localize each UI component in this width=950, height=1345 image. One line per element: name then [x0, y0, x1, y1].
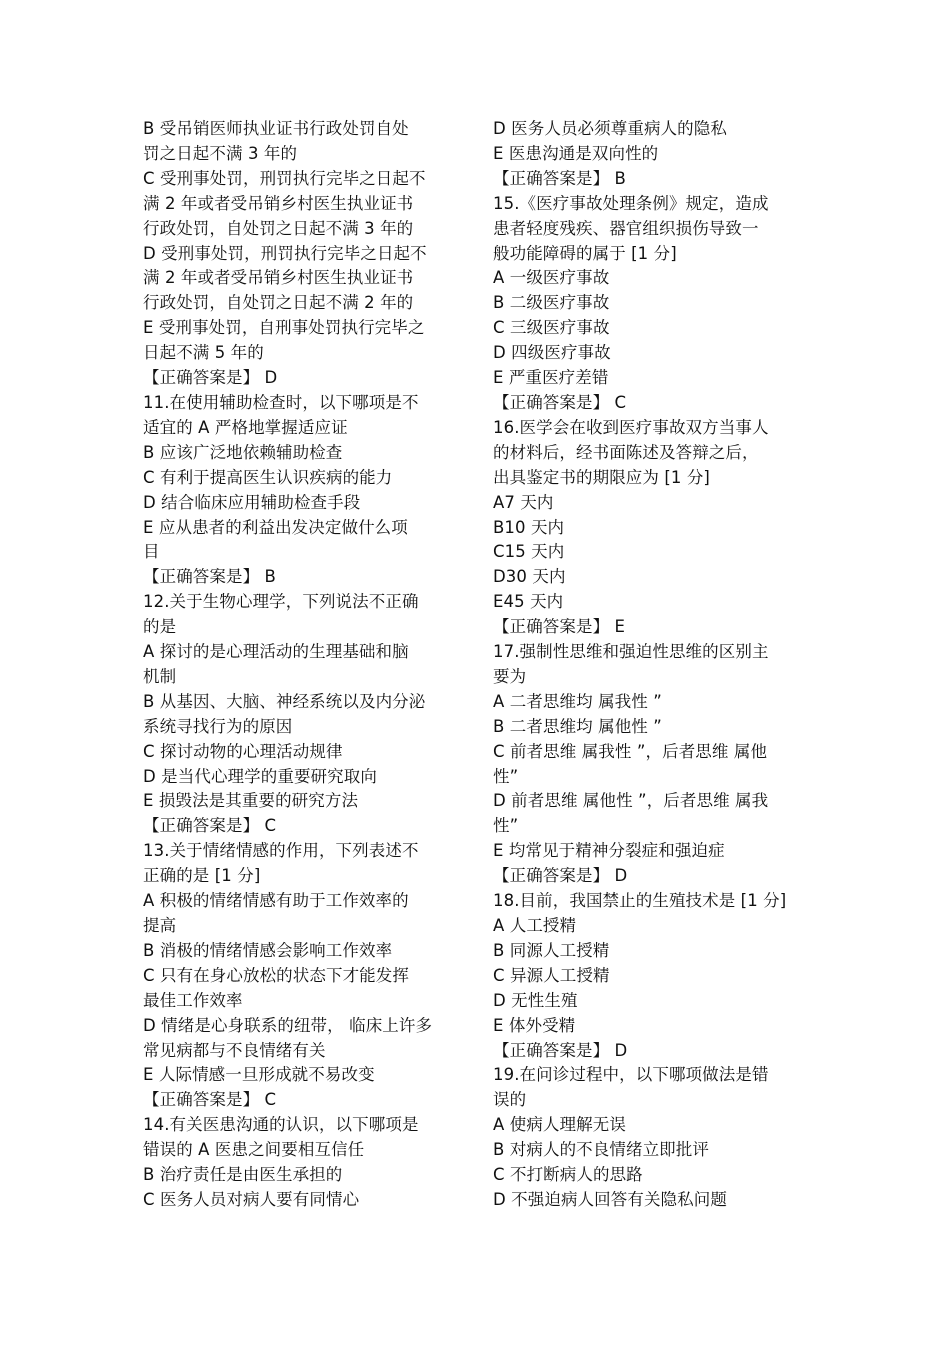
text-line: D 受刑事处罚，刑罚执行完毕之日起不 — [143, 243, 427, 263]
text-line: 提高 — [143, 916, 177, 935]
text-line: 误的 — [493, 1090, 527, 1110]
text-line: E 受刑事处罚，自刑事处罚执行完毕之 — [143, 318, 425, 338]
text-line: E 应从患者的利益出发决定做什么项 — [143, 517, 408, 537]
text-line: D 医务人员必须尊重病人的隐私 — [493, 119, 727, 138]
text-line: E45 天内 — [493, 592, 564, 612]
text-line: 【正确答案是】 B — [143, 567, 276, 587]
text-line: C 医务人员对病人要有同情心 — [143, 1189, 360, 1209]
text-line: D 前者思维 属他性 ”，后者思维 属我 — [493, 791, 769, 811]
text-line: B 二者思维均 属他性 ” — [493, 716, 662, 736]
text-line: B 二级医疗事故 — [493, 293, 610, 313]
text-line: 出具鉴定书的期限应为 [1 分] — [493, 467, 710, 487]
text-line: A 积极的情绪情感有助于工作效率的 — [143, 891, 409, 911]
text-line: 【正确答案是】 C — [493, 392, 627, 412]
text-line: E 人际情感一旦形成就不易改变 — [143, 1065, 375, 1085]
text-line: E 体外受精 — [493, 1015, 576, 1035]
text-line: A7 天内 — [493, 492, 554, 512]
text-line: 错误的 A 医患之间要相互信任 — [143, 1140, 365, 1160]
text-line: C 三级医疗事故 — [493, 318, 610, 338]
text-line: 性” — [493, 816, 519, 836]
text-line: 15.《医疗事故处理条例》规定，造成 — [493, 193, 769, 213]
text-line: C15 天内 — [493, 542, 565, 562]
text-line: 常见病都与不良情绪有关 — [143, 1040, 326, 1060]
text-line: 【正确答案是】 D — [493, 866, 628, 886]
text-line: B 同源人工授精 — [493, 940, 610, 960]
right-column — [493, 117, 813, 1213]
text-line: B 应该广泛地依赖辅助检查 — [143, 442, 343, 462]
text-line: B 治疗责任是由医生承担的 — [143, 1165, 343, 1185]
text-line: D 结合临床应用辅助检查手段 — [143, 492, 361, 512]
text-line: E 医患沟通是双向性的 — [493, 143, 659, 163]
text-line: 12.关于生物心理学，下列说法不正确 — [143, 592, 419, 612]
text-line: C 有利于提高医生认识疾病的能力 — [143, 467, 393, 487]
text-line: 满 2 年或者受吊销乡村医生执业证书 — [143, 193, 414, 213]
text-line: B 从基因、大脑、神经系统以及内分泌 — [143, 691, 426, 711]
text-line: 适宜的 A 严格地掌握适应证 — [143, 417, 348, 437]
text-line: 般功能障碍的属于 [1 分] — [493, 243, 677, 263]
text-line: 目 — [143, 542, 160, 562]
text-line: D 不强迫病人回答有关隐私问题 — [493, 1189, 727, 1209]
text-line: E 均常见于精神分裂症和强迫症 — [493, 841, 725, 861]
text-line: 的是 — [143, 617, 177, 637]
text-line: D 四级医疗事故 — [493, 343, 611, 363]
text-line: 11.在使用辅助检查时，以下哪项是不 — [143, 392, 419, 412]
text-line: B 受吊销医师执业证书行政处罚自处 — [143, 119, 409, 138]
text-line: 系统寻找行为的原因 — [143, 716, 293, 736]
text-line: C 异源人工授精 — [493, 965, 610, 985]
text-line: 最佳工作效率 — [143, 990, 243, 1010]
text-line: 16.医学会在收到医疗事故双方当事人 — [493, 417, 769, 437]
text-line: E 损毁法是其重要的研究方法 — [143, 791, 359, 811]
text-line: B10 天内 — [493, 517, 565, 537]
text-line: A 人工授精 — [493, 916, 577, 935]
text-line: 13.关于情绪情感的作用，下列表述不 — [143, 841, 419, 861]
text-line: 行政处罚，自处罚之日起不满 3 年的 — [143, 218, 414, 238]
text-line: B 对病人的不良情绪立即批评 — [493, 1140, 709, 1160]
text-line: 【正确答案是】 D — [493, 1040, 628, 1060]
text-line: 患者轻度残疾、器官组织损伤导致一 — [493, 218, 759, 238]
text-line: 机制 — [143, 666, 177, 686]
text-line: 行政处罚，自处罚之日起不满 2 年的 — [143, 293, 414, 313]
text-line: D 是当代心理学的重要研究取向 — [143, 766, 377, 786]
text-line: 性” — [493, 766, 519, 786]
text-line: 罚之日起不满 3 年的 — [143, 143, 298, 163]
text-line: 【正确答案是】 C — [143, 1090, 277, 1110]
text-line: 17.强制性思维和强迫性思维的区别主 — [493, 642, 769, 662]
text-line: C 探讨动物的心理活动规律 — [143, 741, 343, 761]
text-line: 正确的是 [1 分] — [143, 866, 261, 886]
text-line: A 二者思维均 属我性 ” — [493, 691, 662, 711]
text-line: 【正确答案是】 E — [493, 617, 626, 637]
text-line: 的材料后，经书面陈述及答辩之后， — [493, 442, 759, 462]
left-column — [143, 117, 453, 1213]
text-line: A 使病人理解无误 — [493, 1115, 626, 1135]
text-line: 要为 — [493, 666, 527, 686]
text-line: 14.有关医患沟通的认识，以下哪项是 — [143, 1115, 419, 1135]
text-line: D 情绪是心身联系的纽带， 临床上许多 — [143, 1015, 433, 1035]
text-line: 19.在问诊过程中，以下哪项做法是错 — [493, 1065, 769, 1085]
text-line: D 无性生殖 — [493, 990, 578, 1010]
text-line: A 探讨的是心理活动的生理基础和脑 — [143, 642, 409, 662]
text-line: D30 天内 — [493, 567, 566, 587]
text-line: C 前者思维 属我性 ”，后者思维 属他 — [493, 741, 768, 761]
text-line: 【正确答案是】 C — [143, 816, 277, 836]
text-line: E 严重医疗差错 — [493, 368, 609, 388]
text-line: 日起不满 5 年的 — [143, 343, 264, 363]
text-line: 【正确答案是】 B — [493, 168, 626, 188]
text-line: 满 2 年或者受吊销乡村医生执业证书 — [143, 268, 414, 288]
text-line: 18.目前，我国禁止的生殖技术是 [1 分] — [493, 891, 787, 911]
text-line: A 一级医疗事故 — [493, 268, 610, 288]
text-line: B 消极的情绪情感会影响工作效率 — [143, 940, 393, 960]
text-line: 【正确答案是】 D — [143, 368, 278, 388]
text-line: C 只有在身心放松的状态下才能发挥 — [143, 965, 409, 985]
text-line: C 不打断病人的思路 — [493, 1165, 643, 1185]
text-line: C 受刑事处罚，刑罚执行完毕之日起不 — [143, 168, 426, 188]
